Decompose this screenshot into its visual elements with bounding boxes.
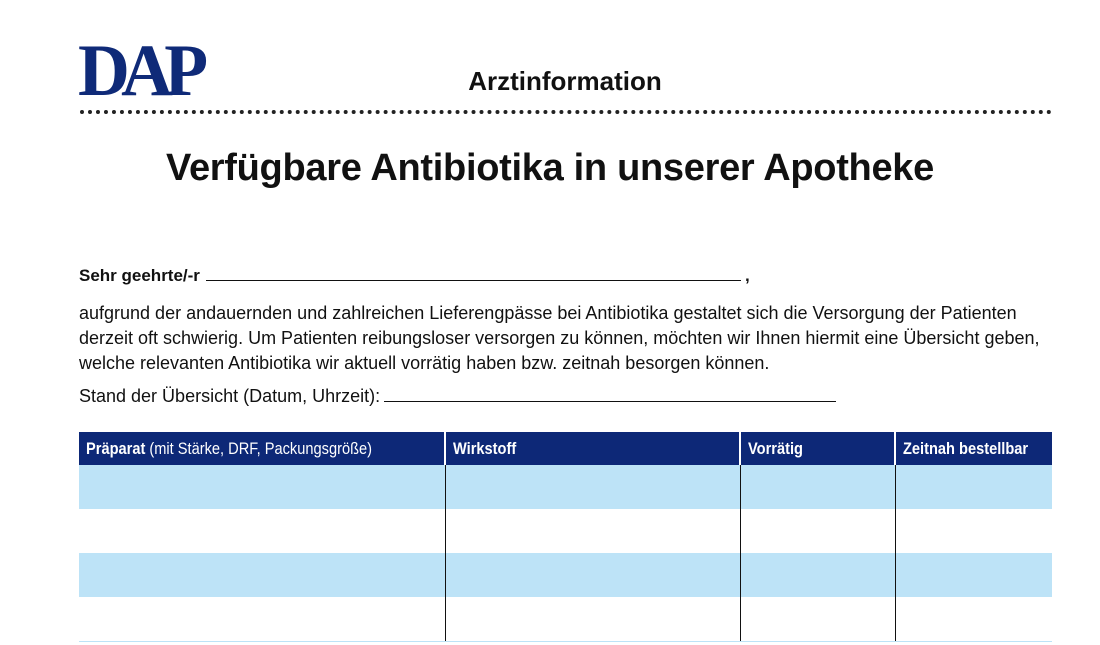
recipient-name-field[interactable] — [206, 266, 741, 281]
table-cell[interactable] — [740, 597, 895, 642]
table-cell[interactable] — [895, 553, 1052, 597]
table-row — [79, 597, 1052, 642]
column-header-label: Zeitnah bestellbar — [903, 438, 1029, 458]
table-cell[interactable] — [740, 509, 895, 553]
status-line — [79, 386, 836, 407]
table-cell[interactable] — [445, 553, 740, 597]
salutation-label: Sehr geehrte/-r — [79, 266, 200, 285]
dotted-divider — [80, 110, 1052, 114]
table-cell[interactable] — [895, 597, 1052, 642]
table-cell[interactable] — [445, 465, 740, 509]
table-cell[interactable] — [79, 553, 445, 597]
column-header-zeitnah-bestellbar — [895, 432, 1052, 465]
table-cell[interactable] — [895, 509, 1052, 553]
status-label: Stand der Übersicht (Datum, Uhrzeit): — [79, 386, 381, 406]
table-cell[interactable] — [740, 553, 895, 597]
column-header-praeparat — [79, 432, 445, 465]
page-title: Verfügbare Antibiotika in unserer Apotheke — [166, 147, 934, 189]
salutation-comma: , — [744, 266, 750, 285]
column-header-label: Präparat — [86, 438, 146, 458]
status-date-field[interactable] — [384, 387, 836, 402]
table-cell[interactable] — [895, 465, 1052, 509]
table-cell[interactable] — [740, 465, 895, 509]
table-cell[interactable] — [79, 509, 445, 553]
table-row — [79, 465, 1052, 509]
table-cell[interactable] — [79, 597, 445, 642]
dap-logo: DAP — [78, 30, 200, 112]
column-header-sub: (mit Stärke, DRF, Packungsgröße) — [145, 438, 373, 458]
table-header-row — [79, 432, 1052, 465]
table-cell[interactable] — [445, 509, 740, 553]
table-row — [79, 553, 1052, 597]
column-header-label: Wirkstoff — [453, 438, 517, 458]
letter-body: aufgrund der andauernden und zahlreichen Lieferengpässe bei Antibiotika gestaltet sich die Versorgung der Patienten derzeit oft schwierig. Um Patienten reibungsloser versorgen zu können, möchten wir Ihnen hiermit eine Übersicht geben, welche relevanten Antibiotika wir aktuell vorrätig haben bzw. zeitnah besorgen können. — [79, 303, 1040, 373]
table-cell[interactable] — [445, 597, 740, 642]
column-header-label: Vorrätig — [748, 438, 803, 458]
column-header-wirkstoff — [445, 432, 740, 465]
table-cell[interactable] — [79, 465, 445, 509]
document-type: Arztinformation — [468, 66, 662, 96]
table-row — [79, 509, 1052, 553]
antibiotics-table — [79, 432, 1052, 642]
salutation — [79, 266, 750, 286]
column-header-vorraetig — [740, 432, 895, 465]
